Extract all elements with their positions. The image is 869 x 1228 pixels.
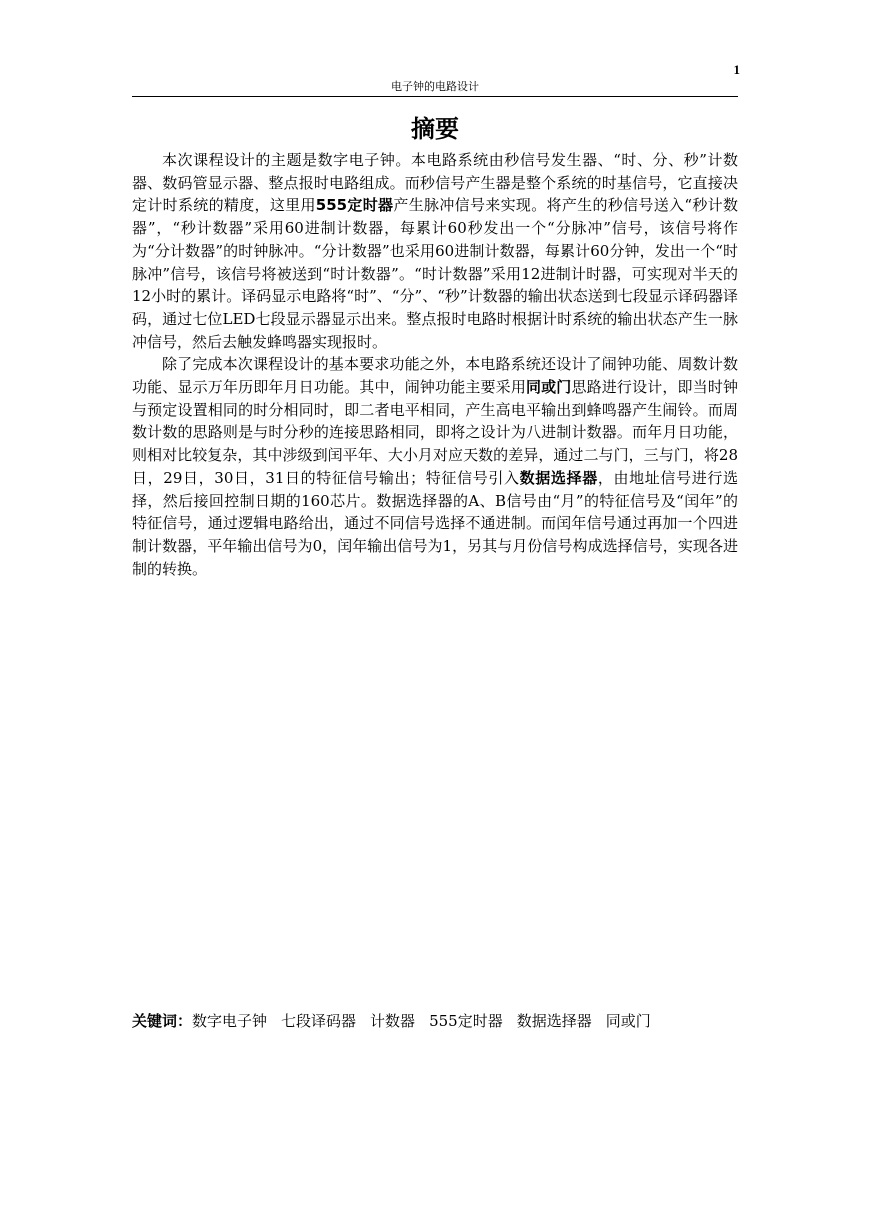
paragraph-1-text-continued: 产生脉冲信号来实现。将产生的秒信号送入“秒计数器”，“秒计数器”采用60进制计数器，每累计60秒发出一个“分脉冲”信号，该信号将作为“分计数器”的时钟脉冲。“分计数器”也采用60进制计数器，每累计60分钟，发出一个“时脉冲”信号，该信号将被送到“时计数器”。“时计数器”采用12进制计时器，可实现对半天的12小时的累计。译码显示电路将“时”、“分”、“秒”计数器的输出状态送到七段显示译码器译码，通过七位LED七段显示器显示出来。整点报时电路时根据计时系统的输出状态产生一脉冲信号，然后去触发蜂鸣器实现报时。 (132, 196, 738, 351)
term-data-selector: 数据选择器 (519, 468, 598, 487)
abstract-paragraph-1 (132, 149, 738, 353)
paragraph-1-text: 本次课程设计的主题是数字电子钟。本电路系统由秒信号发生器、“时、分、秒”计数器、数码管显示器、整点报时电路组成。而秒信号产生器是整个系统的时基信号，它直接决定计时系统的精度，这里用 (132, 151, 738, 215)
keyword-item: 数字电子钟 (192, 1012, 268, 1030)
page-number: 1 (733, 62, 740, 77)
keyword-item: 555定时器 (429, 1012, 503, 1030)
abstract-title: 摘要 (411, 115, 459, 143)
keyword-item: 数据选择器 (516, 1012, 592, 1030)
term-555-timer: 555定时器 (315, 196, 394, 215)
keywords-label: 关键词： (132, 1012, 193, 1030)
abstract-paragraph-2 (132, 353, 738, 580)
paragraph-2-text-end: ，由地址信号进行选择，然后接回控制日期的160芯片。数据选择器的A、B信号由“月”的特征信号及“闰年”的特征信号，通过逻辑电路给出，通过不同信号选择不通进制。而闰年信号通过再加一个四进制计数器，平年输出信号为0，闰年输出信号为1，另其与月份信号构成选择信号，实现各进制的转换。 (132, 468, 738, 578)
running-header: 电子钟的电路设计 (391, 80, 479, 93)
keyword-item: 计数器 (370, 1012, 416, 1030)
keyword-item: 七段译码器 (281, 1012, 357, 1030)
paragraph-2-text: 除了完成本次课程设计的基本要求功能之外，本电路系统还设计了闹钟功能、周数计数功能、显示万年历即年月日功能。其中，闹钟功能主要采用 (132, 355, 738, 397)
keywords-line (132, 1010, 752, 1032)
abstract-body (132, 149, 738, 580)
keyword-item: 同或门 (605, 1012, 651, 1030)
paragraph-2-text-continued: 思路进行设计，即当时钟与预定设置相同的时分相同时，即二者电平相同，产生高电平输出到蜂鸣器产生闹铃。而周数计数的思路则是与时分秒的连接思路相同，即将之设计为八进制计数器。而年月日功能，则相对比较复杂，其中涉级到闰平年、大小月对应天数的差异，通过二与门，三与门，将28日，29日，30日，31日的特征信号输出；特征信号引入 (132, 378, 738, 487)
header-divider (132, 96, 738, 97)
term-xnor-gate: 同或门 (525, 378, 572, 397)
